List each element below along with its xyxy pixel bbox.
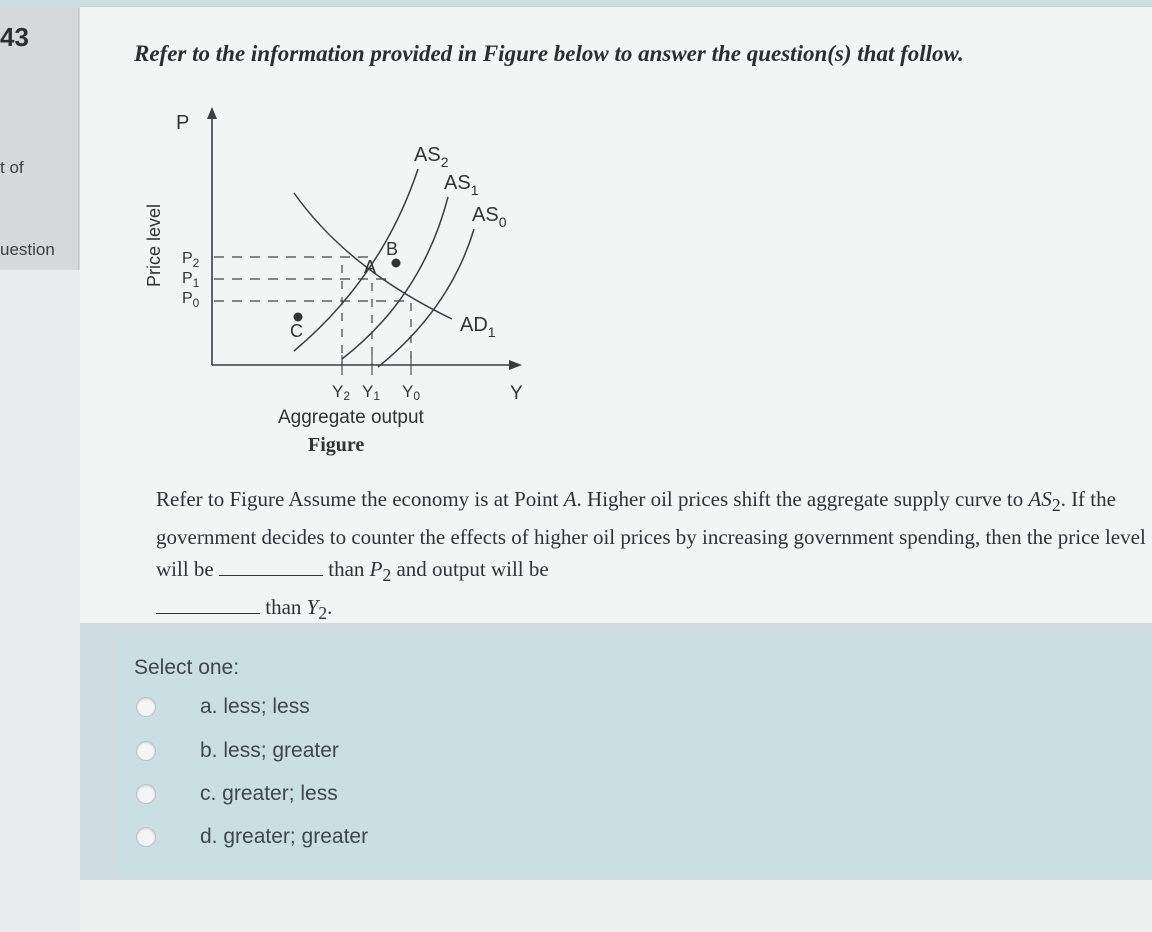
price-label-p1: $P_1$: [182, 270, 200, 290]
output-label-y0: Y0: [402, 382, 421, 403]
question-lead-in: Refer to the information provided in Figure below to answer the question(s) that follow.: [134, 41, 964, 66]
point-a-label: A: [364, 257, 377, 277]
option-d-radio[interactable]: [136, 827, 156, 847]
point-b-marker: [392, 259, 401, 268]
aggregate-demand-supply-figure: [132, 97, 552, 467]
answer-options-panel: [116, 636, 1152, 876]
option-b-label[interactable]: b. less; greater: [200, 739, 339, 762]
as2-curve: [294, 169, 418, 351]
question-info-panel: [0, 8, 79, 270]
option-a-radio[interactable]: [136, 697, 156, 717]
y-axis-title: Price level: [144, 203, 164, 287]
ad1-label: $AD_1$: [460, 314, 496, 340]
option-c[interactable]: [136, 779, 338, 809]
x-axis-arrow: [509, 360, 522, 370]
flag-question-link[interactable]: uestion: [0, 240, 55, 259]
output-label-y2: Y2: [332, 382, 351, 403]
sidebar-background: [0, 270, 80, 932]
x-axis-letter: Y: [510, 383, 523, 404]
price-label-p2: $P_2$: [182, 250, 200, 270]
output-label-y1: Y1: [362, 382, 381, 403]
question-body: Refer to Figure Assume the economy is at Point A. Higher oil prices shift the aggregate supply curve to $AS_2$. If the government decides to counter the effects of higher oil prices by increasing government spending, then the price level will be than $P_2$ and output will be than $Y_2$.: [156, 487, 1146, 624]
x-axis-title: Aggregate output: [278, 407, 424, 428]
option-c-label[interactable]: c. greater; less: [200, 782, 338, 805]
price-label-p0: $P_0$: [182, 290, 200, 310]
option-a-label[interactable]: a. less; less: [200, 695, 310, 718]
y-axis-letter: P: [176, 112, 190, 134]
ad1-curve: [294, 193, 452, 319]
as1-label: $AS_1$: [444, 172, 479, 198]
point-b-label: B: [386, 239, 399, 259]
answer-blank-1: [219, 555, 323, 576]
select-one-label: Select one:: [134, 656, 240, 679]
option-d[interactable]: [136, 822, 368, 852]
option-b[interactable]: [136, 736, 339, 766]
option-b-radio[interactable]: [136, 741, 156, 761]
option-c-radio[interactable]: [136, 784, 156, 804]
page-footer-area: [80, 880, 1152, 932]
answer-blank-2: [156, 593, 260, 614]
as0-label: $AS_0$: [472, 204, 507, 230]
question-number: 43: [0, 22, 29, 52]
point-c-label: C: [290, 321, 303, 341]
figure-caption: Figure: [308, 434, 365, 456]
option-a[interactable]: [136, 692, 310, 722]
as2-label: $AS_2$: [414, 144, 449, 170]
y-axis-arrow: [207, 107, 217, 119]
question-marks-text: t of: [0, 158, 24, 177]
option-d-label[interactable]: d. greater; greater: [200, 825, 369, 848]
as1-curve: [342, 197, 448, 359]
question-text-box: [80, 6, 1152, 623]
